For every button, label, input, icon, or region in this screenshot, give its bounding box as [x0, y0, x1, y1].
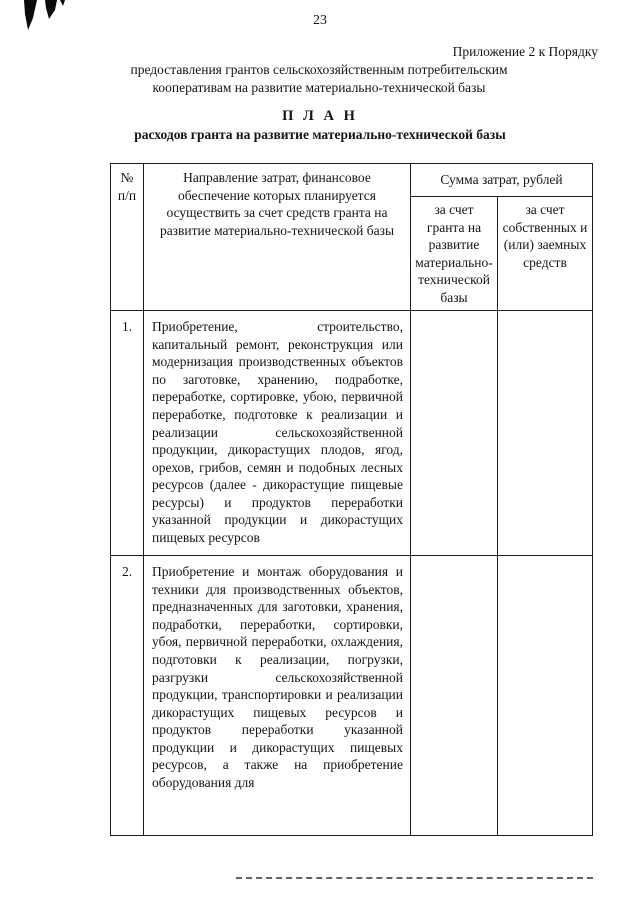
table-row [111, 556, 593, 836]
appendix-heading [40, 43, 598, 96]
header-cell-direction: Направление затрат, финансовое обеспечение которых планируется осуществить за счет средств гранта на развитие материально-технической базы [144, 164, 411, 311]
header-cell-grant-funds: за счет гранта на развитие материально-технической базы [411, 197, 498, 311]
appendix-line: Приложение 2 к Порядку [452, 44, 598, 59]
header-cell-own-funds: за счет собственных и (или) заемных средств [498, 197, 593, 311]
row-number-cell: 2. [111, 556, 144, 836]
row-own-sum-cell [498, 311, 593, 556]
appendix-line: предоставления грантов сельскохозяйственным потребительским [130, 61, 508, 77]
row-number-cell: 1. [111, 311, 144, 556]
scan-artifact-dashed-line [236, 877, 593, 879]
page-number: 23 [313, 13, 327, 28]
row-direction-cell: Приобретение и монтаж оборудования и техники для производственных объектов, предназначенных для заготовки, хранения, подработки, переработки, сортировки, убоя, первичной переработки, охлаждения, подготовки к реализации, погрузки, разгрузки сельскохозяйственной продукции, транспортировки и реализации дикорастущих пищевых ресурсов и продуктов переработки указанной продукции и дикорастущих пищевых ресурсов, а также на приобретение оборудования для [144, 556, 411, 836]
header-cell-number: № п/п [111, 164, 144, 311]
header-cell-sum-group: Сумма затрат, рублей [411, 164, 593, 197]
document-subtitle: расходов гранта на развитие материально-технической базы [134, 127, 506, 142]
document-title: П Л А Н [282, 108, 358, 124]
appendix-line: кооперативам на развитие материально-технической базы [152, 79, 486, 95]
table-row [111, 311, 593, 556]
row-grant-sum-cell [411, 556, 498, 836]
row-direction-cell: Приобретение, строительство, капитальный ремонт, реконструкция или модернизация производственных объектов по заготовке, хранению, подработке, переработке, сортировке, убою, первичной переработке, подготовке к реализации и реализации сельскохозяйственной продукции, дикорастущих плодов, ягод, орехов, грибов, семян и подобных лесных ресурсов (далее - дикорастущие пищевые ресурсы) и продуктов переработки указанной продукции и дикорастущих пищевых ресурсов [144, 311, 411, 556]
row-grant-sum-cell [411, 311, 498, 556]
grant-expenses-table [110, 163, 593, 836]
table-header-row [111, 164, 593, 197]
row-own-sum-cell [498, 556, 593, 836]
